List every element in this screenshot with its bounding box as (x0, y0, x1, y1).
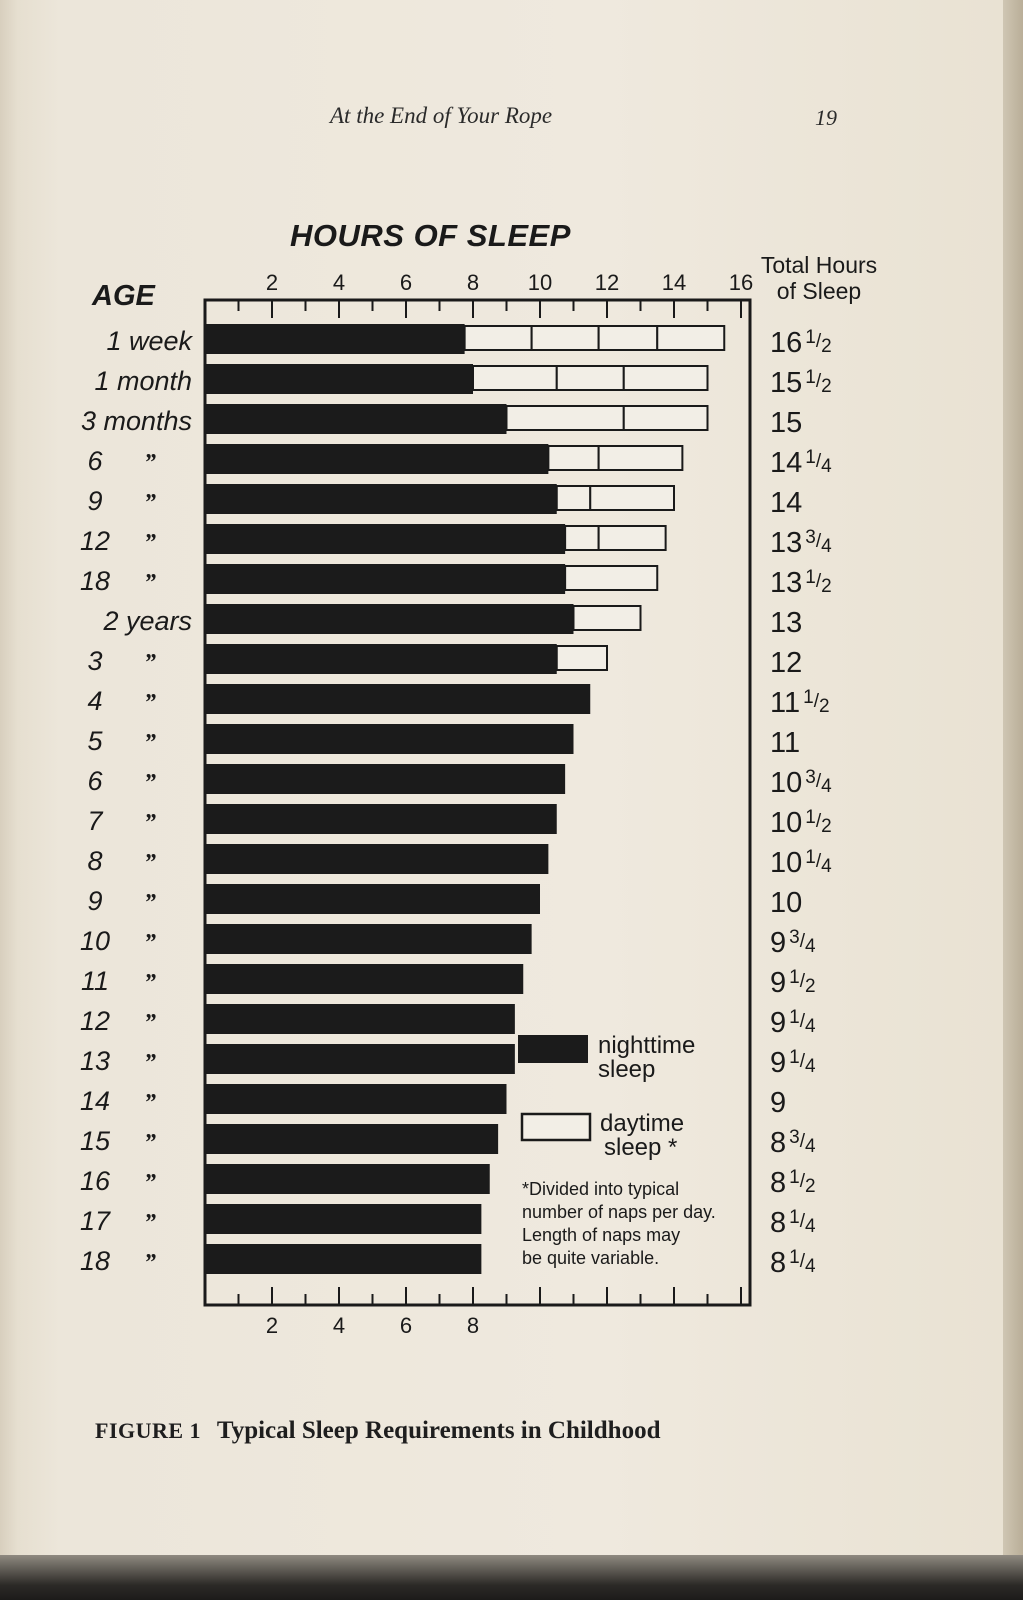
nighttime-bar (205, 324, 465, 354)
ditto-mark: ” (144, 690, 156, 716)
nighttime-bar (205, 404, 507, 434)
daytime-nap-segment (657, 326, 724, 350)
total-hours-value: 11 (770, 727, 801, 759)
age-label: 12 (79, 1006, 111, 1036)
nighttime-bar (205, 364, 473, 394)
daytime-nap-segment (624, 366, 708, 390)
ditto-mark: ” (144, 970, 156, 996)
daytime-nap-segment (557, 366, 624, 390)
figure-caption (95, 1417, 660, 1445)
top-axis-tick-label: 8 (466, 270, 480, 295)
age-label: 3 months (80, 406, 192, 436)
age-column-header: AGE (92, 280, 155, 312)
ditto-mark: ” (144, 1210, 156, 1236)
daytime-nap-segment (557, 646, 607, 670)
daytime-nap-segment (507, 406, 624, 430)
daytime-nap-segment (565, 526, 599, 550)
age-label: 5 (87, 726, 103, 756)
legend-note-line: be quite variable. (522, 1248, 660, 1268)
top-axis-tick-label: 14 (661, 270, 687, 295)
top-axis-tick-label: 16 (728, 270, 754, 295)
daytime-nap-segment (473, 366, 557, 390)
nighttime-bar (205, 644, 557, 674)
age-label: 4 (87, 686, 103, 716)
total-hours-value: 9 (770, 1087, 787, 1119)
total-hours-value: 9 $^3$/4 (770, 927, 816, 959)
total-hours-value: 12 (770, 647, 803, 679)
total-hours-value: 10 $^3$/4 (770, 767, 832, 799)
nighttime-bar (205, 684, 590, 714)
age-label: 18 (79, 566, 111, 596)
age-label: 8 (87, 846, 103, 876)
age-label: 14 (79, 1086, 111, 1116)
running-head: At the End of Your Rope (330, 103, 553, 128)
total-hours-value: 13 $^3$/4 (770, 527, 832, 559)
daytime-nap-segment (599, 526, 666, 550)
legend-daytime-swatch (522, 1114, 590, 1140)
total-hours-value: 9 $^1$/4 (770, 1007, 816, 1039)
legend-daytime-label: daytime (600, 1110, 685, 1137)
age-label: 17 (79, 1206, 111, 1236)
figure-label: FIGURE 1 (95, 1418, 202, 1443)
total-hours-value: 16 $^1$/2 (770, 327, 832, 359)
daytime-nap-segment (557, 486, 591, 510)
total-hours-value: 8 $^1$/4 (770, 1207, 816, 1239)
legend-note-line: *Divided into typical (522, 1179, 680, 1199)
ditto-mark: ” (144, 730, 156, 756)
total-header-line1: Total Hours (760, 252, 878, 278)
total-hours-value: 8 $^1$/4 (770, 1247, 816, 1279)
nighttime-bar (205, 804, 557, 834)
age-label: 6 (87, 766, 103, 796)
age-label: 9 (87, 486, 103, 516)
daytime-nap-segment (532, 326, 599, 350)
ditto-mark: ” (144, 1170, 156, 1196)
ditto-mark: ” (144, 570, 156, 596)
bottom-axis-tick-label: 4 (332, 1313, 346, 1338)
bottom-axis-tick-label: 8 (466, 1313, 480, 1338)
ditto-mark: ” (144, 890, 156, 916)
daytime-nap-segment (599, 326, 658, 350)
ditto-mark: ” (144, 530, 156, 556)
legend-note-line: number of naps per day. (522, 1202, 716, 1222)
figure-title: Typical Sleep Requirements in Childhood (216, 1417, 661, 1444)
nighttime-bar (205, 444, 548, 474)
total-hours-value: 11 $^1$/2 (770, 687, 830, 719)
page-number: 19 (815, 105, 837, 130)
nighttime-bar (205, 1004, 515, 1034)
total-hours-value: 13 $^1$/2 (770, 567, 832, 599)
ditto-mark: ” (144, 490, 156, 516)
age-label: 13 (79, 1046, 111, 1076)
total-hours-value: 15 (770, 407, 803, 439)
ditto-mark: ” (144, 810, 156, 836)
daytime-nap-segment (590, 486, 674, 510)
total-header-line2: of Sleep (776, 278, 862, 304)
nighttime-bar (205, 1164, 490, 1194)
ditto-mark: ” (144, 450, 156, 476)
total-hours-value: 8 $^1$/2 (770, 1167, 816, 1199)
legend-nighttime-label-2: sleep (598, 1056, 656, 1083)
nighttime-bar (205, 764, 565, 794)
ditto-mark: ” (144, 650, 156, 676)
legend-nighttime-label: nighttime (598, 1032, 696, 1059)
nighttime-bar (205, 604, 574, 634)
nighttime-bar (205, 1044, 515, 1074)
ditto-mark: ” (144, 930, 156, 956)
age-label: 11 (80, 966, 110, 996)
chart-title: HOURS OF SLEEP (290, 218, 571, 253)
top-axis-tick-label: 2 (265, 270, 279, 295)
legend-note-line: Length of naps may (522, 1225, 681, 1245)
age-label: 9 (87, 886, 103, 916)
total-hours-value: 9 $^1$/2 (770, 967, 816, 999)
bottom-axis-tick-label: 6 (399, 1313, 413, 1338)
total-hours-value: 9 $^1$/4 (770, 1047, 816, 1079)
age-label: 1 week (106, 326, 192, 356)
ditto-mark: ” (144, 1010, 156, 1036)
age-label: 3 (87, 646, 103, 676)
total-hours-value: 10 (770, 887, 803, 919)
top-axis-tick-label: 4 (332, 270, 346, 295)
age-label: 10 (79, 926, 111, 956)
nighttime-bar (205, 844, 548, 874)
daytime-nap-segment (574, 606, 641, 630)
nighttime-bar (205, 884, 540, 914)
nighttime-bar (205, 964, 523, 994)
daytime-nap-segment (565, 566, 657, 590)
nighttime-bar (205, 524, 565, 554)
daytime-nap-segment (548, 446, 598, 470)
age-label: 7 (87, 806, 103, 836)
ditto-mark: ” (144, 1130, 156, 1156)
nighttime-bar (205, 1124, 498, 1154)
nighttime-bar (205, 484, 557, 514)
age-label: 12 (79, 526, 111, 556)
ditto-mark: ” (144, 1050, 156, 1076)
age-label: 6 (87, 446, 103, 476)
total-hours-value: 10 $^1$/4 (770, 847, 832, 879)
ditto-mark: ” (144, 1090, 156, 1116)
top-axis-tick-label: 10 (527, 270, 553, 295)
age-label: 15 (79, 1126, 111, 1156)
nighttime-bar (205, 924, 532, 954)
page-edge (1003, 0, 1023, 1600)
total-hours-value: 13 (770, 607, 803, 639)
scan-shadow (0, 1555, 1023, 1600)
daytime-nap-segment (465, 326, 532, 350)
total-hours-value: 15 $^1$/2 (770, 367, 832, 399)
daytime-nap-segment (624, 406, 708, 430)
nighttime-bar (205, 1204, 481, 1234)
nighttime-bar (205, 1244, 481, 1274)
top-axis-tick-label: 6 (399, 270, 413, 295)
ditto-mark: ” (144, 850, 156, 876)
bottom-axis-tick-label: 2 (265, 1313, 279, 1338)
age-label: 16 (79, 1166, 111, 1196)
total-hours-value: 8 $^3$/4 (770, 1127, 816, 1159)
age-label: 18 (79, 1246, 111, 1276)
daytime-nap-segment (599, 446, 683, 470)
total-hours-value: 14 (770, 487, 803, 519)
nighttime-bar (205, 724, 574, 754)
top-axis-tick-label: 12 (594, 270, 620, 295)
ditto-mark: ” (144, 770, 156, 796)
legend-daytime-label-2: sleep * (604, 1134, 678, 1161)
nighttime-bar (205, 564, 565, 594)
legend-nighttime-swatch (518, 1035, 588, 1063)
age-label: 2 years (103, 606, 192, 636)
total-hours-value: 14 $^1$/4 (770, 447, 832, 479)
total-hours-value: 10 $^1$/2 (770, 807, 832, 839)
nighttime-bar (205, 1084, 507, 1114)
ditto-mark: ” (144, 1250, 156, 1276)
age-label: 1 month (94, 366, 192, 396)
